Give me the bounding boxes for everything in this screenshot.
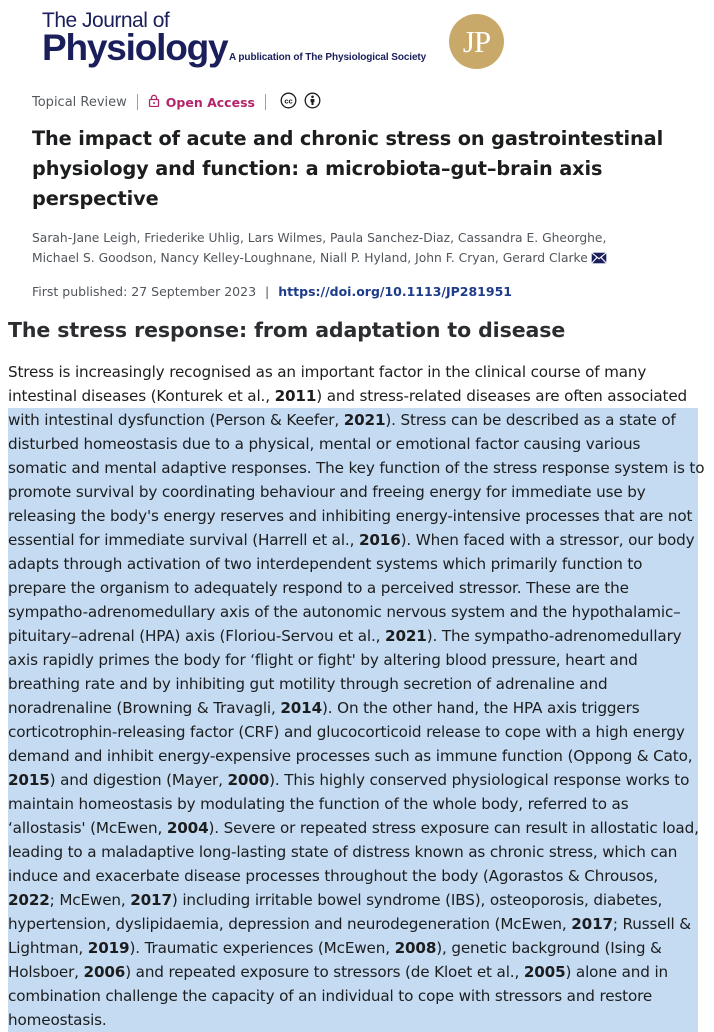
- paragraph-text: intestinal diseases (Konturek et al.,: [8, 387, 275, 405]
- citation-year-link[interactable]: 2016: [358, 531, 401, 549]
- publisher-text: A publication of The Physiological Society: [229, 52, 427, 63]
- paragraph-text: induce and exacerbate disease processes throughout the body (Agorastos & Chrousos,: [8, 867, 658, 885]
- paragraph-text: ) and stress-related diseases are often associated: [316, 387, 688, 405]
- paragraph-line: [8, 504, 704, 528]
- paragraph-line: [8, 384, 704, 408]
- lock-icon: [148, 94, 160, 111]
- citation-year-link[interactable]: 2022: [8, 891, 50, 909]
- paragraph-text: ). This highly conserved physiological response works to: [269, 771, 690, 789]
- paragraph-text: ; McEwen,: [49, 891, 131, 909]
- paragraph-text: ). The sympatho-adrenomedullary: [426, 627, 682, 645]
- paragraph-line: [8, 864, 704, 888]
- paragraph-text: disturbed homeostasis due to a physical, mental or emotional factor causing various: [8, 435, 641, 453]
- paragraph-text: somatic and mental adaptive responses. The key function of the stress response system is to: [8, 459, 705, 477]
- paragraph-text: ). Severe or repeated stress exposure can result in allostatic load,: [208, 819, 699, 837]
- paragraph-line: [8, 888, 704, 912]
- paragraph-line: [8, 696, 704, 720]
- paragraph-line: [8, 624, 704, 648]
- paragraph-text: pituitary–adrenal (HPA) axis (Floriou-Servou et al.,: [8, 627, 386, 645]
- doi-link[interactable]: https://doi.org/10.1113/JP281951: [278, 284, 512, 299]
- paragraph-text: releasing the body's energy reserves and inhibiting energy-intensive processes that are not: [8, 507, 693, 525]
- paragraph-text: corticotrophin-releasing factor (CRF) and glucocorticoid release to cope with a high energy: [8, 723, 685, 741]
- paragraph-text: prepare the organism to adequately respond to a perceived stressor. These are the: [8, 579, 629, 597]
- paragraph-text: noradrenaline (Browning & Travagli,: [8, 699, 281, 717]
- authors-line-2: [32, 248, 672, 270]
- citation-year-link[interactable]: 2017: [130, 891, 172, 909]
- citation-year-link[interactable]: 2008: [394, 939, 437, 957]
- paragraph-text: promote survival by coordinating behaviour and freeing energy for immediate use by: [8, 483, 646, 501]
- article-title: The impact of acute and chronic stress on gastrointestinal physiology and function: a microbiota–gut–brain axis perspective: [32, 127, 664, 210]
- paragraph-text: ; Russell &: [612, 915, 691, 933]
- paragraph-line: [8, 912, 704, 936]
- paragraph-text: essential for immediate survival (Harrell et al.,: [8, 531, 359, 549]
- paragraph-line: [8, 432, 704, 456]
- logo-line2[interactable]: Physiology: [42, 27, 228, 68]
- paragraph-text: ) alone and in: [565, 963, 668, 981]
- mail-icon[interactable]: [591, 250, 607, 270]
- paragraph-text: ) including irritable bowel syndrome (IBS), osteoporosis, diabetes,: [171, 891, 663, 909]
- paragraph-text: axis rapidly primes the body for ‘flight or fight' by altering blood pressure, heart and: [8, 651, 638, 669]
- paragraph-line: [8, 792, 704, 816]
- paragraph-text: demand and inhibit energy-expensive processes such as immune function (Oppong & Cato,: [8, 747, 693, 765]
- journal-header: [0, 0, 714, 80]
- article-type: Topical Review: [32, 94, 127, 110]
- citation-year-link[interactable]: 2015: [8, 771, 50, 789]
- first-published-label: First published:: [32, 284, 128, 299]
- citation-year-link[interactable]: 2019: [87, 939, 130, 957]
- citation-year-link[interactable]: 2005: [523, 963, 566, 981]
- section-heading: The stress response: from adaptation to disease: [8, 318, 566, 342]
- logo-line1[interactable]: The Journal of: [42, 9, 170, 32]
- paragraph-line: [8, 840, 704, 864]
- paragraph-text: adapts through activation of two interdependent systems which primarily function to: [8, 555, 643, 573]
- author-list: [32, 228, 672, 270]
- paragraph-text: Lightman,: [8, 939, 88, 957]
- paragraph-line: [8, 816, 704, 840]
- paragraph-text: Stress can be described as a state of: [400, 411, 676, 429]
- citation-year-link[interactable]: 2017: [571, 915, 613, 933]
- publication-info: [32, 284, 512, 299]
- divider: [265, 94, 266, 110]
- section-body: [8, 360, 704, 1032]
- paragraph-text: ), genetic background (Ising &: [436, 939, 662, 957]
- svg-text:cc: cc: [284, 95, 293, 105]
- paragraph-line: [8, 672, 704, 696]
- citation-year-link[interactable]: 2021: [385, 627, 427, 645]
- paragraph-text: ) and digestion (Mayer,: [49, 771, 228, 789]
- separator: |: [265, 284, 270, 299]
- paragraph-text: sympatho-adrenomedullary axis of the autonomic nervous system and the hypothalamic–: [8, 603, 681, 621]
- paragraph-text: combination challenge the capacity of an individual to cope with stressors and restore: [8, 987, 653, 1005]
- paragraph-text: Holsboer,: [8, 963, 84, 981]
- paragraph-text: leading to a maladaptive long-lasting state of distress known as chronic stress, which can: [8, 843, 678, 861]
- article-meta-row: [32, 92, 321, 112]
- paragraph-text: maintain homeostasis by modulating the function of the whole body, referred to as: [8, 795, 629, 813]
- paragraph-text: homeostasis.: [8, 1011, 107, 1029]
- paragraph-line: [8, 408, 704, 432]
- paragraph-text: Stress is increasingly recognised as an important factor in the clinical course of many: [8, 363, 647, 381]
- citation-year-link[interactable]: 2014: [280, 699, 323, 717]
- citation-year-link[interactable]: 2011: [274, 387, 317, 405]
- paragraph-line: [8, 960, 704, 984]
- paragraph-text: with intestinal dysfunction (Person & Keefer,: [8, 411, 344, 429]
- paragraph-line: [8, 528, 704, 552]
- citation-year-link[interactable]: 2000: [227, 771, 270, 789]
- cc-icon[interactable]: [280, 92, 297, 113]
- paragraph-line: [8, 720, 704, 744]
- paragraph-line: [8, 480, 704, 504]
- jp-badge-logo[interactable]: JP: [449, 14, 504, 69]
- paragraph-line: [8, 648, 704, 672]
- paragraph-line: [8, 984, 704, 1008]
- citation-year-link[interactable]: 2021: [343, 411, 386, 429]
- paragraph-text: ) and repeated exposure to stressors (de Kloet et al.,: [125, 963, 524, 981]
- citation-year-link[interactable]: 2004: [166, 819, 209, 837]
- first-published-date: 27 September 2023: [131, 284, 257, 299]
- divider: [137, 94, 138, 110]
- paragraph-line: [8, 600, 704, 624]
- paragraph-text: ). Traumatic experiences (McEwen,: [129, 939, 395, 957]
- authors-line[interactable]: Sarah-Jane Leigh, Friederike Uhlig, Lars Wilmes, Paula Sanchez-Diaz, Cassandra E. Gheorghe,: [32, 231, 607, 245]
- by-attribution-icon[interactable]: [304, 92, 321, 113]
- paragraph-text: ). On the other hand, the HPA axis triggers: [322, 699, 640, 717]
- paragraph-line: [8, 744, 704, 768]
- paragraph-line: [8, 456, 704, 480]
- paragraph-text: ). When faced with a stressor, our body: [400, 531, 695, 549]
- paragraph-text: hypertension, dyslipidaemia, depression and neurodegeneration (McEwen,: [8, 915, 572, 933]
- paragraph-text: breathing rate and by inhibiting gut motility through secretion of adrenaline and: [8, 675, 608, 693]
- open-access-label[interactable]: Open Access: [165, 94, 255, 110]
- paragraph-line: [8, 768, 704, 792]
- paragraph-text: ‘allostasis' (McEwen,: [8, 819, 167, 837]
- paragraph-text: ).: [385, 411, 401, 429]
- citation-year-link[interactable]: 2006: [83, 963, 126, 981]
- paragraph-line: [8, 360, 704, 384]
- paragraph-line: [8, 552, 704, 576]
- paragraph-line: [8, 936, 704, 960]
- authors-line[interactable]: Michael S. Goodson, Nancy Kelley-Loughnane, Niall P. Hyland, John F. Cryan, Gerard Clarke: [32, 251, 588, 265]
- paragraph-line: [8, 576, 704, 600]
